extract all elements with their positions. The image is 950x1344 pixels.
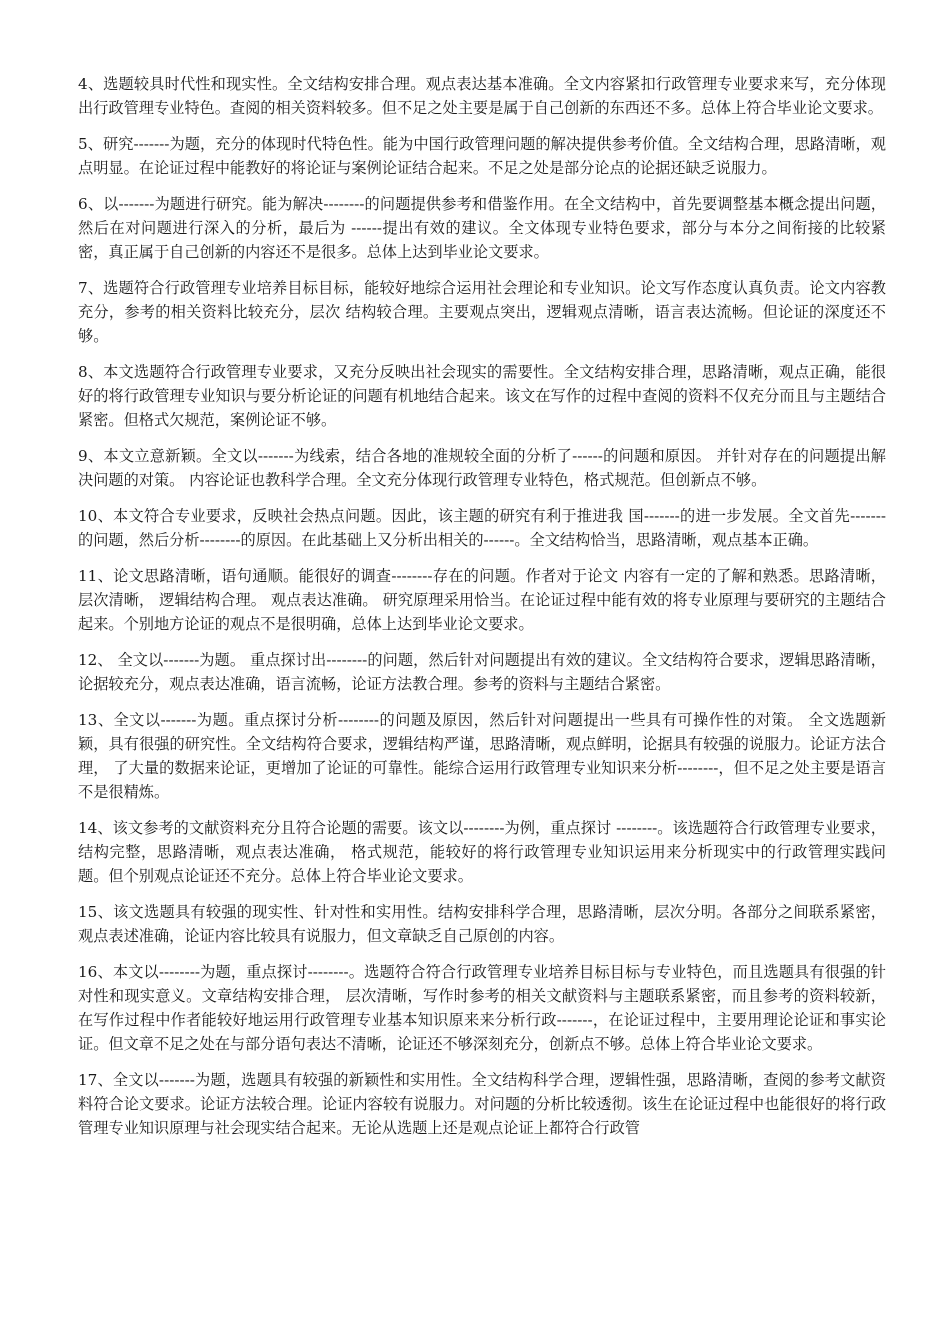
comment-paragraph-12: 12、 全文以-------为题。 重点探讨出--------的问题，然后针对问题提出有效的建议。全文结构符合要求，逻辑思路清晰，论据较充分，观点表达准确，语言流畅，论证方法教合理。参考的资料与主题结合紧密。 (78, 651, 886, 693)
document-page (78, 72, 891, 1344)
comment-paragraph-5: 5、研究-------为题，充分的体现时代特色性。能为中国行政管理问题的解决提供参考价值。全文结构合理，思路清晰，观点明显。在论证过程中能教好的将论证与案例论证结合起来。不足之处是部分论点的论据还缺乏说服力。 (78, 135, 886, 177)
comment-paragraph-7: 7、选题符合行政管理专业培养目标目标，能较好地综合运用社会理论和专业知识。论文写作态度认真负责。论文内容教充分，参考的相关资料比较充分，层次 结构较合理。主要观点突出，逻辑观点清晰，语言表达流畅。但论证的深度还不够。 (78, 279, 886, 345)
comment-paragraph-15: 15、该文选题具有较强的现实性、针对性和实用性。结构安排科学合理，思路清晰，层次分明。各部分之间联系紧密，观点表述准确，论证内容比较具有说服力，但文章缺乏自己原创的内容。 (78, 903, 886, 945)
comment-paragraph-13: 13、全文以-------为题。重点探讨分析--------的问题及原因，然后针对问题提出一些具有可操作性的对策。 全文选题新颖，具有很强的研究性。全文结构符合要求，逻辑结构严谨，思路清晰，观点鲜明，论据具有较强的说服力。论证方法合理， 了大量的数据来论证，更增加了论证的可靠性。能综合运用行政管理专业知识来分析--------，但不足之处主要是语言不是很精炼。 (78, 711, 886, 801)
comment-paragraph-6: 6、以-------为题进行研究。能为解决--------的问题提供参考和借鉴作用。在全文结构中，首先要调整基本概念提出问题，然后在对问题进行深入的分析，最后为 ------提出有效的建议。全文体现专业特色要求，部分与本分之间衔接的比较紧密，真正属于自己创新的内容还不是很多。总体上达到毕业论文要求。 (78, 195, 886, 261)
comment-paragraph-8: 8、本文选题符合行政管理专业要求，又充分反映出社会现实的需要性。全文结构安排合理，思路清晰，观点正确，能很好的将行政管理专业知识与要分析论证的问题有机地结合起来。该文在写作的过程中查阅的资料不仅充分而且与主题结合紧密。但格式欠规范，案例论证不够。 (78, 363, 886, 429)
comment-paragraph-14: 14、该文参考的文献资料充分且符合论题的需要。该文以--------为例，重点探讨 --------。该选题符合行政管理专业要求，结构完整，思路清晰，观点表达准确， 格式规范，能较好的将行政管理专业知识运用来分析现实中的行政管理实践问题。但个别观点论证还不充分。总体上符合毕业论文要求。 (78, 819, 886, 885)
comment-paragraph-17: 17、全文以-------为题，选题具有较强的新颖性和实用性。全文结构科学合理，逻辑性强，思路清晰，查阅的参考文献资料符合论文要求。论证方法较合理。论证内容较有说服力。对问题的分析比较透彻。该生在论证过程中也能很好的将行政管理专业知识原理与社会现实结合起来。无论从选题上还是观点论证上都符合行政管 (78, 1071, 886, 1137)
comment-paragraph-9: 9、本文立意新颖。全文以-------为线索，结合各地的准规较全面的分析了------的问题和原因。 并针对存在的问题提出解决问题的对策。 内容论证也教科学合理。全文充分体现行政管理专业特色，格式规范。但创新点不够。 (78, 447, 886, 489)
comment-paragraph-10: 10、本文符合专业要求，反映社会热点问题。因此，该主题的研究有利于推进我 国-------的进一步发展。全文首先-------的问题，然后分析--------的原因。在此基础上又分析出相关的------。全文结构恰当，思路清晰，观点基本正确。 (78, 507, 886, 549)
comment-paragraph-11: 11、论文思路清晰，语句通顺。能很好的调查--------存在的问题。作者对于论文 内容有一定的了解和熟悉。思路清晰， 层次清晰， 逻辑结构合理。 观点表达准确。 研究原理采用恰当。在论证过程中能有效的将专业原理与要研究的主题结合起来。个别地方论证的观点不是很明确，总体上达到毕业论文要求。 (78, 567, 891, 633)
comment-paragraph-16: 16、本文以--------为题，重点探讨--------。选题符合符合行政管理专业培养目标目标与专业特色，而且选题具有很强的针对性和现实意义。文章结构安排合理， 层次清晰，写作时参考的相关文献资料与主题联系紧密，而且参考的资料较新， 在写作过程中作者能较好地运用行政管理专业基本知识原来来分析行政-------，在论证过程中，主要用理论论证和事实论证。但文章不足之处在与部分语句表达不清晰，论证还不够深刻充分，创新点不够。总体上符合毕业论文要求。 (78, 963, 891, 1053)
comment-paragraph-4: 4、选题较具时代性和现实性。全文结构安排合理。观点表达基本准确。全文内容紧扣行政管理专业要求来写，充分体现出行政管理专业特色。查阅的相关资料较多。但不足之处主要是属于自己创新的东西还不多。总体上符合毕业论文要求。 (78, 75, 886, 117)
